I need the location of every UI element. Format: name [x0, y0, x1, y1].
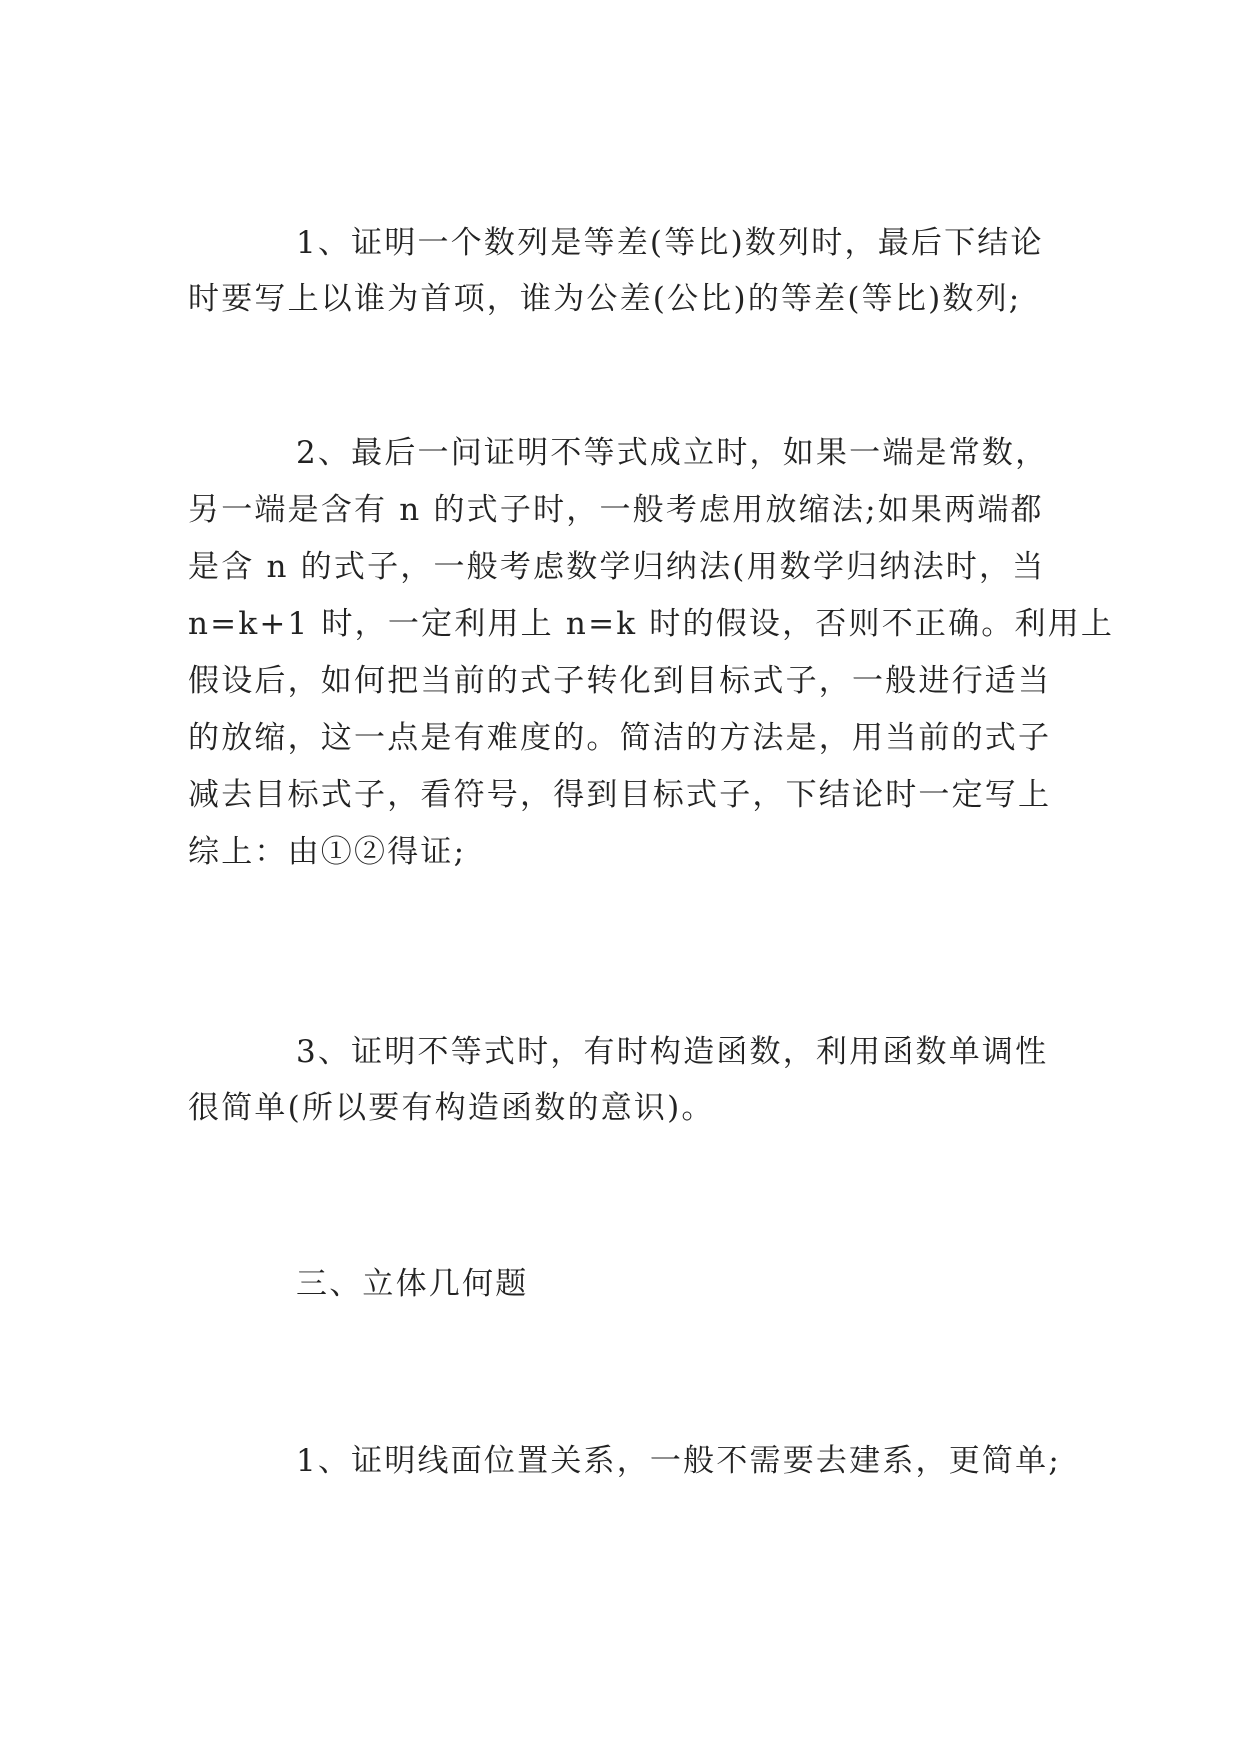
paragraph-2-line-2: 另一端是含有 n 的式子时，一般考虑用放缩法;如果两端都	[188, 492, 1044, 528]
paragraph-2-line-7: 减去目标式子，看符号，得到目标式子，下结论时一定写上	[188, 777, 1052, 813]
paragraph-2-line-8: 综上：由①②得证;	[188, 834, 467, 870]
paragraph-3-line-1: 3、证明不等式时，有时构造函数，利用函数单调性	[296, 1034, 1049, 1070]
paragraph-2-line-3: 是含 n 的式子，一般考虑数学归纳法(用数学归纳法时，当	[188, 549, 1046, 585]
paragraph-2-line-5: 假设后，如何把当前的式子转化到目标式子，一般进行适当	[188, 663, 1052, 699]
paragraph-1-line-2: 时要写上以谁为首项，谁为公差(公比)的等差(等比)数列;	[188, 281, 1022, 317]
paragraph-3-line-2: 很简单(所以要有构造函数的意识)。	[188, 1090, 715, 1126]
section-heading: 三、立体几何题	[296, 1266, 529, 1302]
paragraph-2-line-6: 的放缩，这一点是有难度的。简洁的方法是，用当前的式子	[188, 720, 1052, 756]
paragraph-1-line-1: 1、证明一个数列是等差(等比)数列时，最后下结论	[296, 225, 1044, 261]
paragraph-4-line-1: 1、证明线面位置关系，一般不需要去建系，更简单;	[296, 1443, 1061, 1479]
paragraph-2-line-1: 2、最后一问证明不等式成立时，如果一端是常数，	[296, 435, 1049, 471]
paragraph-2-line-4: n=k+1 时，一定利用上 n=k 时的假设，否则不正确。利用上	[188, 606, 1115, 642]
